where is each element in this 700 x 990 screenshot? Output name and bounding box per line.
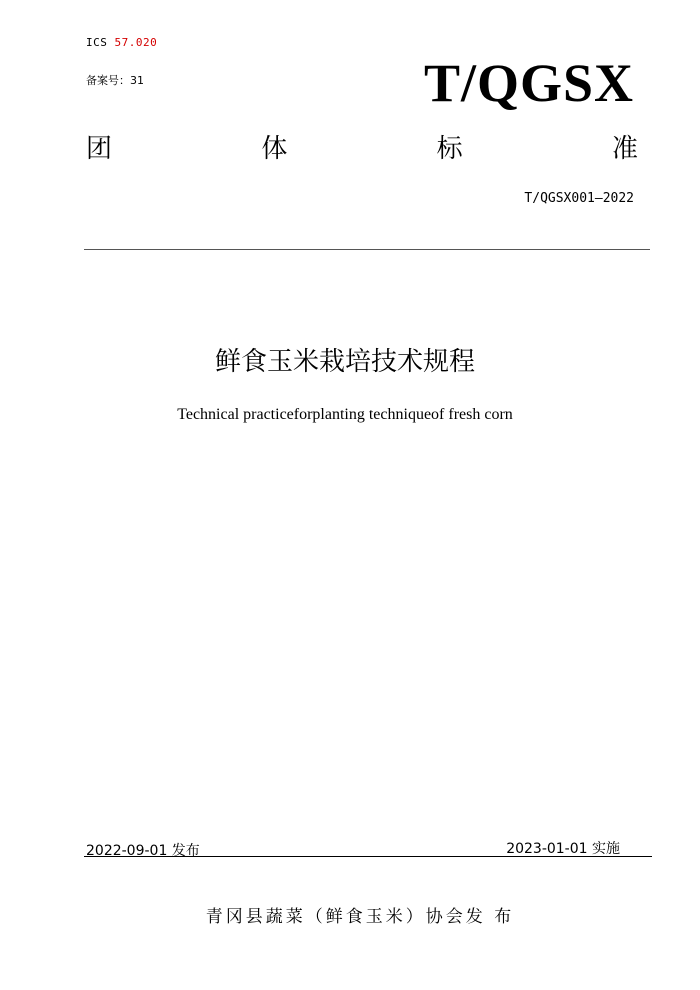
- standard-type-char: 标: [436, 134, 463, 164]
- standard-type-char: 团: [86, 134, 113, 164]
- standard-number: T/QGSX001—2022: [524, 191, 634, 206]
- header-divider: [84, 249, 650, 250]
- document-title-english: Technical practiceforplanting techniqueof fresh corn: [177, 406, 513, 423]
- footer-divider: [84, 856, 652, 857]
- issuing-organization: 青冈县蔬菜（鲜食玉米）协会发 布: [205, 907, 515, 927]
- standard-type-char: 准: [611, 134, 638, 164]
- standard-type: [86, 136, 638, 162]
- organization-code: T/QGSX: [423, 53, 634, 113]
- standard-type-char: 体: [261, 134, 288, 164]
- publish-date: 2022-09-01 发布: [86, 843, 200, 859]
- ics-number: 57.020: [114, 36, 158, 49]
- document-title-chinese: 鲜食玉米栽培技术规程: [214, 347, 475, 377]
- ics-code: [86, 36, 157, 49]
- implement-date: 2023-01-01 实施: [506, 841, 620, 857]
- record-number: 备案号：31: [86, 74, 144, 87]
- ics-label: ICS: [86, 36, 108, 49]
